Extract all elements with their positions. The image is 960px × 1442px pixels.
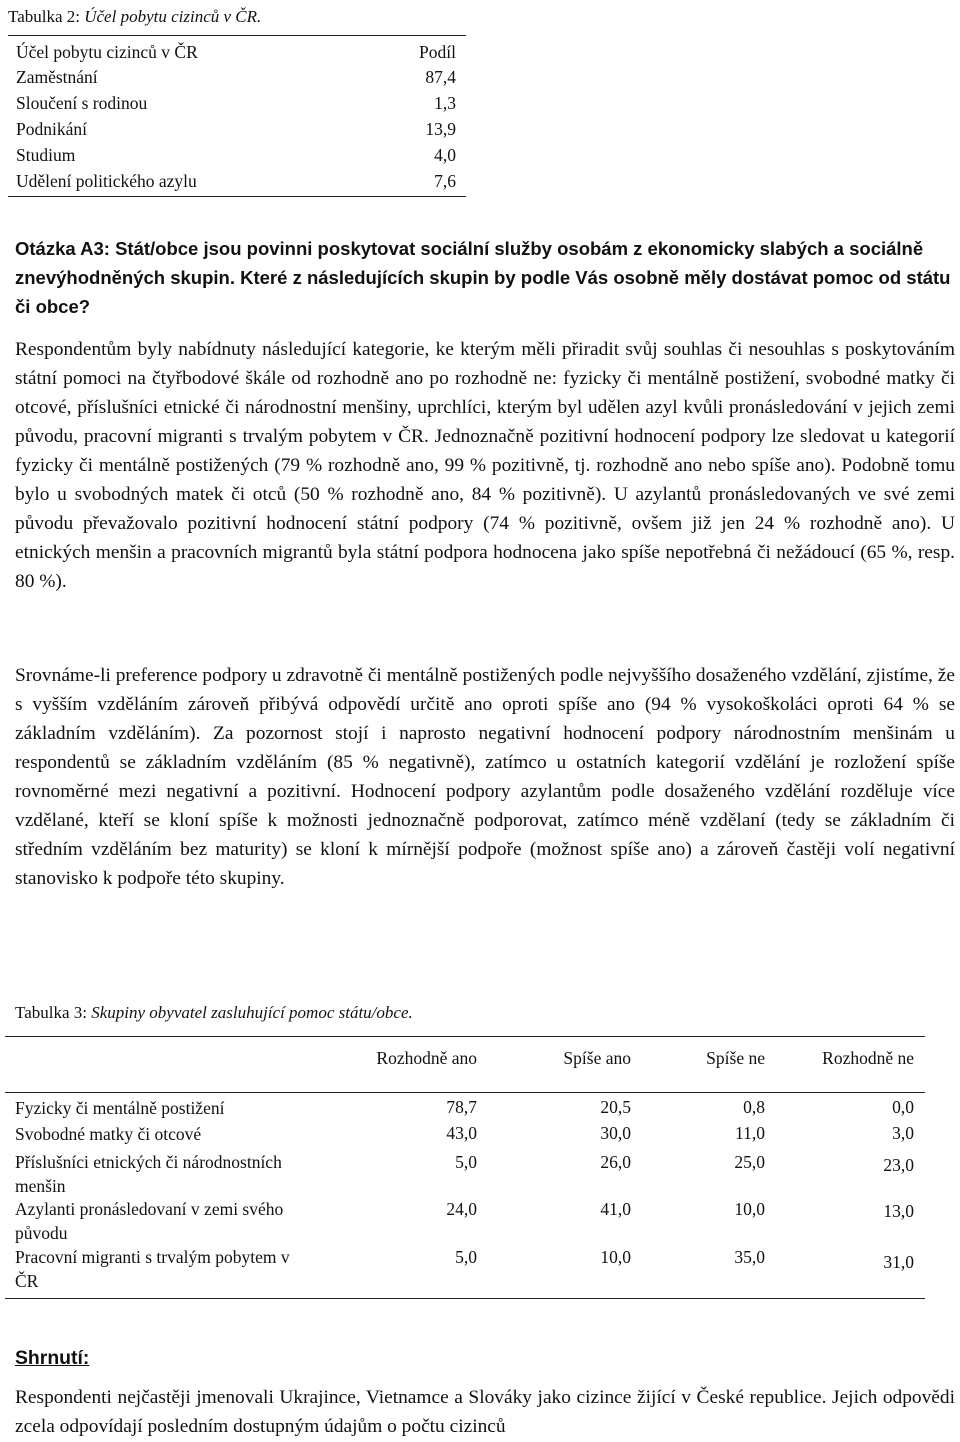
table3-cell: 43,0 — [446, 1123, 477, 1143]
table3-cell: 3,0 — [892, 1123, 914, 1143]
table3-cell: 23,0 — [883, 1155, 914, 1175]
table3-header-rozhodne-ne: Rozhodně ne — [822, 1048, 914, 1068]
table2-caption — [8, 6, 261, 28]
table2-row-value: 4,0 — [434, 145, 456, 165]
table3-cell: 0,0 — [892, 1097, 914, 1117]
table2-bottom-border — [8, 196, 466, 197]
table3-cell: 41,0 — [600, 1199, 631, 1219]
table3-bottom-border — [5, 1298, 925, 1299]
table2-row-label: Zaměstnání — [16, 67, 98, 87]
table-row — [16, 64, 456, 90]
table3-cell: 5,0 — [455, 1152, 477, 1172]
table-row — [16, 116, 456, 142]
table2-caption-prefix: Tabulka 2: — [8, 7, 85, 26]
table2-top-border — [8, 35, 466, 36]
table2-header-value: Podíl — [419, 42, 456, 62]
table3-cell: 78,7 — [446, 1097, 477, 1117]
table3-cell: 0,8 — [743, 1097, 765, 1117]
table3-cell: 13,0 — [883, 1201, 914, 1221]
table2-row-value: 13,9 — [425, 119, 456, 139]
table2-header-label: Účel pobytu cizinců v ČR — [16, 42, 198, 62]
table3-caption-title: Skupiny obyvatel zasluhující pomoc státu/obce. — [91, 1003, 413, 1022]
table3-cell: 31,0 — [883, 1252, 914, 1272]
table2-row-value: 87,4 — [425, 67, 456, 87]
table3-caption-prefix: Tabulka 3: — [15, 1003, 92, 1022]
table3-header-border — [5, 1092, 925, 1093]
body-paragraph-2 — [15, 661, 955, 893]
table2-row-label: Sloučení s rodinou — [16, 93, 148, 113]
table-row — [16, 168, 456, 194]
paragraph-text: Respondentům byly nabídnuty následující kategorie, ke kterým měli přiradit svůj souhlas či nesouhlas s poskytováním státní pomoci na čtyřbodové škále od rozhodně ano po rozhodně ne: fyzicky či mentálně postižení, svobodné matky či otcové, příslušníci etnické či národnostní menšiny, uprchlíci, kterým byl udělen azyl kvůli pronásledování v jejich zemi původu, pracovní migranti s trvalým pobytem v ČR. Jednoznačně pozitivní hodnocení podpory lze sledovat u kategorií fyzicky či mentálně postižených (79 % rozhodně ano, 99 % pozitivně, tj. rozhodně ano nebo spíše ano). Podobně tomu bylo u svobodných matek či otců (50 % rozhodně ano, 84 % pozitivně). U azylantů pronásledovaných ve své zemi původu převažovalo pozitivní hodnocení státní podpory (74 % pozitivně, ovšem již jen 24 % rozhodně ano). U etnických menšin a pracovních migrantů byla státní podpora hodnocena jako spíše nepotřebná či nežádoucí (65 %, resp. 80 %). — [15, 339, 955, 592]
table3-cell: 35,0 — [734, 1247, 765, 1267]
table2-row-label: Podnikání — [16, 119, 87, 139]
summary-heading: Shrnutí: — [15, 1347, 90, 1369]
table3-row-label: Fyzicky či mentálně postižení — [15, 1098, 225, 1118]
question-heading: Otázka A3: Stát/obce jsou povinni poskytovat sociální služby osobám z ekonomicky slabých a sociálně znevýhodněných skupin. Které z následujících skupin by podle Vás osobně měly dostávat pomoc od státu či obce? — [15, 238, 951, 317]
table3-cell: 24,0 — [446, 1199, 477, 1219]
table3-cell: 10,0 — [734, 1199, 765, 1219]
table3-cell: 5,0 — [455, 1247, 477, 1267]
table3-row-label: Pracovní migranti s trvalým pobytem v ČR — [15, 1247, 290, 1291]
table3-cell: 30,0 — [600, 1123, 631, 1143]
table3-caption — [15, 1002, 413, 1024]
table-row — [16, 90, 456, 116]
table3-cell: 25,0 — [734, 1152, 765, 1172]
summary-text: Respondenti nejčastěji jmenovali Ukrajince, Vietnamce a Slováky jako cizince žijící v České republice. Jejich odpovědi zcela odpovídají posledním dostupným údajům o počtu cizinců — [15, 1387, 955, 1437]
table2-row-label: Udělení politického azylu — [16, 171, 197, 191]
body-paragraph-1 — [15, 335, 955, 596]
table3-row-label: Azylanti pronásledovaní v zemi svého původu — [15, 1199, 284, 1243]
table2-header-row — [16, 39, 456, 65]
summary-paragraph — [15, 1383, 955, 1441]
table2-row-value: 7,6 — [434, 171, 456, 191]
table-row — [16, 142, 456, 168]
paragraph-text: Srovnáme-li preference podpory u zdravotně či mentálně postižených podle nejvyššího dosaženého vzdělání, zjistíme, že s vyšším vzděláním zároveň přibývá odpovědí určitě ano oproti spíše ano (94 % vysokoškoláci oproti 64 % se základním vzděláním). Za pozornost stojí i naprosto negativní hodnocení podpory národnostním menšinám u respondentů se základním vzděláním (85 % negativně), zatímco u ostatních kategorií vzdělání je rozložení spíše rovnoměrné mezi negativní a pozitivní. Hodnocení podpory azylantům podle dosaženého vzdělání rozděluje více vzdělané, kteří se kloní spíše k možnosti jednoznačně podporovat, zatímco méně vzdělaní (tedy se základním či středním vzděláním bez maturity) se kloní k mírnější podpoře (možnost spíše ano) a zároveň častěji volí negativní stanovisko k podpoře této skupiny. — [15, 665, 955, 889]
table3-header-rozhodne-ano: Rozhodně ano — [376, 1048, 477, 1068]
table2-row-label: Studium — [16, 145, 76, 165]
table3-cell: 26,0 — [600, 1152, 631, 1172]
table3-top-border — [5, 1036, 925, 1037]
table2-caption-title: Účel pobytu cizinců v ČR. — [84, 7, 262, 26]
table3-header-spise-ano: Spíše ano — [563, 1048, 631, 1068]
table3-cell: 11,0 — [735, 1123, 765, 1143]
table2-row-value: 1,3 — [434, 93, 456, 113]
table3-row-label: Příslušníci etnických či národnostních menšin — [15, 1152, 282, 1196]
table3-row-label: Svobodné matky či otcové — [15, 1124, 202, 1144]
table3-cell: 20,5 — [600, 1097, 631, 1117]
table3-cell: 10,0 — [600, 1247, 631, 1267]
table3-header-spise-ne: Spíše ne — [706, 1048, 765, 1068]
table2 — [8, 35, 458, 205]
